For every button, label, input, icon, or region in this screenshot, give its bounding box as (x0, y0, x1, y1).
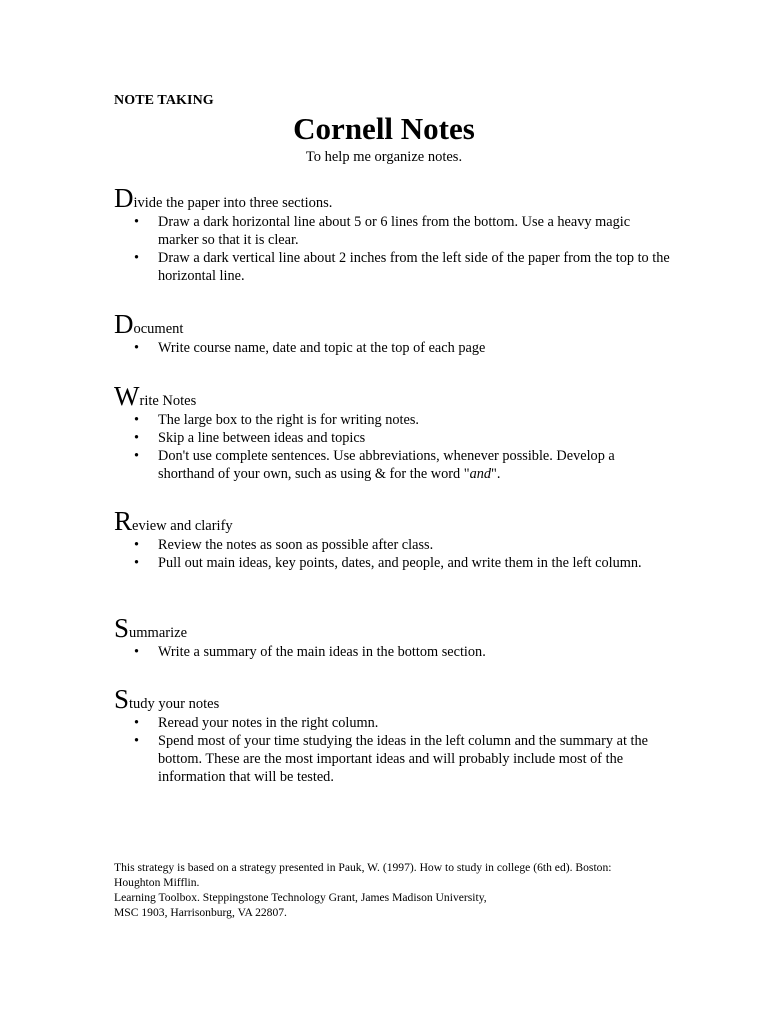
list-item: • Review the notes as soon as possible after class. (158, 536, 674, 554)
heading-initial: S (114, 684, 130, 714)
heading-initial: R (114, 506, 133, 536)
section-divide (114, 183, 674, 285)
heading-rest: eview and clarify (132, 518, 233, 534)
list-item: • Skip a line between ideas and topics (158, 429, 674, 447)
heading-initial: D (114, 183, 134, 213)
section-summarize (114, 613, 674, 661)
document-kicker: NOTE TAKING (114, 93, 214, 108)
list-item: • Pull out main ideas, key points, dates, and people, and write them in the left column. (158, 554, 674, 572)
heading-initial: W (114, 381, 140, 411)
heading-rest: tudy your notes (129, 696, 220, 712)
heading-rest: rite Notes (139, 393, 197, 409)
bullet-list (114, 643, 674, 661)
emphasis-word: and (469, 466, 492, 482)
bullet-list (114, 536, 674, 572)
section-document (114, 309, 674, 357)
section-heading (114, 613, 674, 643)
bullet-list (114, 714, 674, 786)
page-title: Cornell Notes (293, 111, 475, 146)
list-item-text-end: ". (491, 466, 501, 482)
heading-rest: ummarize (129, 625, 188, 641)
list-item: • Draw a dark vertical line about 2 inches from the left side of the paper from the top to the horizontal line. (158, 249, 674, 285)
list-item: • Write a summary of the main ideas in the bottom section. (158, 643, 674, 661)
heading-rest: ivide the paper into three sections. (133, 195, 333, 211)
bullet-list (114, 339, 674, 357)
section-review (114, 506, 674, 572)
section-heading (114, 183, 674, 213)
section-heading (114, 381, 674, 411)
section-study (114, 684, 674, 786)
footer-citation (114, 860, 674, 920)
bullet-list (114, 411, 674, 483)
list-item-text: Don't use complete sentences. Use abbreviations, whenever possible. Develop a shorthand of your own, such as using & for the word " (158, 448, 615, 482)
list-item: • Write course name, date and topic at the top of each page (158, 339, 674, 357)
footer-line: This strategy is based on a strategy presented in Pauk, W. (1997). How to study in college (6th ed). Boston: (114, 861, 612, 874)
section-write-notes (114, 381, 674, 483)
list-item: • Draw a dark horizontal line about 5 or 6 lines from the bottom. Use a heavy magic marker so that it is clear. (158, 213, 674, 249)
list-item: • Spend most of your time studying the ideas in the left column and the summary at the bottom. These are the most important ideas and will probably include most of the information that will be tested. (158, 732, 674, 786)
heading-initial: S (114, 613, 130, 643)
footer-line: MSC 1903, Harrisonburg, VA 22807. (114, 906, 287, 919)
section-heading (114, 684, 674, 714)
footer-line: Houghton Mifflin. (114, 876, 200, 889)
bullet-list (114, 213, 674, 285)
list-item: • Reread your notes in the right column. (158, 714, 674, 732)
page-subtitle: To help me organize notes. (305, 149, 463, 165)
heading-rest: ocument (133, 321, 184, 337)
list-item: • The large box to the right is for writing notes. (158, 411, 674, 429)
heading-initial: D (114, 309, 134, 339)
section-heading (114, 506, 674, 536)
list-item (158, 447, 674, 483)
footer-line: Learning Toolbox. Steppingstone Technology Grant, James Madison University, (114, 891, 487, 904)
section-heading (114, 309, 674, 339)
